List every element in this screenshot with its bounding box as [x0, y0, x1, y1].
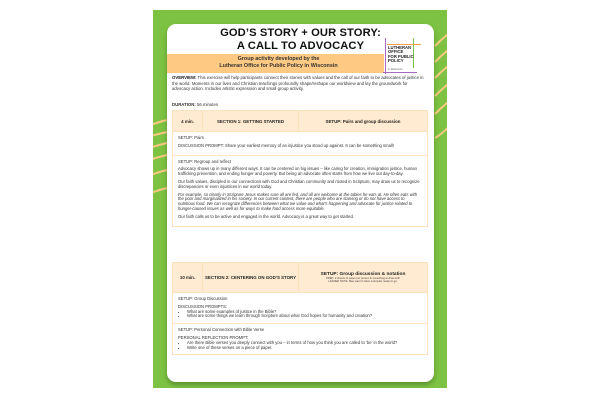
paragraph: Our faith calls us to be active and engaged in the world. Advocacy is a great way to get started. — [178, 213, 354, 219]
prep-note: PREP: 2 sheets of paper per person & something to draw with — [326, 276, 400, 280]
lopp-logo — [383, 38, 421, 74]
overview — [172, 75, 427, 92]
title-line-2: A CALL TO ADVOCACY — [236, 40, 365, 52]
logo-line: POLICY — [388, 58, 404, 64]
block-setup: SETUP: Regroup and reflect — [178, 158, 232, 164]
paragraph-italic: For example, so clearly in Scripture Jesus makes sure all are fed, and all are welcome at the tables he eats at. He often eats with the poor and marginalized in his society. In our current context, there are people who are starving or do not have access to nutritious food. We can recognize differences between what we value and what’s happening and advocate for justice related to hunger-caused issues as well as for ways to make food access more equitable. — [178, 191, 418, 211]
block-setup: SETUP: Pairs — [178, 135, 204, 140]
section-title: SECTION 2: CENTERING ON GOD’S STORY — [203, 263, 299, 292]
section-setup — [299, 111, 427, 131]
block-setup: SETUP: Group Discussion — [178, 296, 228, 301]
section-2 — [172, 262, 428, 355]
subtitle-line-1: Group activity developed by the — [237, 56, 320, 62]
prompt-label: PERSONAL REFLECTION PROMPT: — [178, 334, 249, 340]
overview-label: OVERVIEW: — [172, 75, 197, 80]
subtitle-line-2: Lutheran Office for Public Policy in Wisconsin — [219, 62, 338, 69]
logo-subtext: in Wisconsin — [388, 68, 403, 71]
section-block — [173, 324, 427, 354]
logo-line: OFFICE — [388, 49, 404, 55]
list-item: • Are there Bible verses you deeply connect with you – in terms of how you think you are called to ‘be’ in the world? — [187, 341, 422, 346]
section-title: SECTION 1: GETTING STARTED — [203, 111, 299, 131]
prompt-list — [178, 341, 422, 351]
list-item: • What are some things we learn through Scripture about what God hopes for humanity and creation? — [187, 314, 422, 319]
paragraph: Advocacy shows up in many different ways. It can be centered on big issues – like caring for creation, immigration justice, human trafficking prevention, and ending hunger and poverty. But being an advocate often starts from how we live out day-to-day. — [178, 166, 417, 177]
duration-value: 56 minutes — [195, 102, 219, 107]
section-time: 10 min. — [173, 263, 203, 292]
list-item: • Write one of these verses on a piece of paper. — [187, 346, 422, 351]
section-header — [173, 111, 427, 132]
setup-label: SETUP: Pairs and group discussion — [325, 118, 401, 124]
list-item: • What are some examples of justice in the Bible? — [187, 310, 422, 315]
section-header — [173, 263, 427, 293]
paragraph: Our faith values, discipled in our connections with God and Christian community and rooted in Scripture, may draw us to recognize discrepancies or even injustices in our world today. — [178, 178, 420, 189]
duration-label: DURATION: — [172, 102, 196, 107]
logo-line: LUTHERAN — [388, 45, 412, 50]
section-time: 4 min. — [173, 111, 203, 131]
prompt-label: DISCUSSION PROMPTS: — [178, 303, 228, 309]
logo-line: FOR PUBLIC — [388, 53, 414, 59]
section-block — [173, 132, 427, 156]
subtitle — [167, 56, 390, 69]
block-setup: SETUP: Personal Connection with Bible Verse — [178, 327, 265, 333]
title-line-1: GOD’S STORY + OUR STORY: — [220, 27, 381, 39]
section-block — [173, 156, 427, 226]
discussion-prompt: DISCUSSION PROMPT: Share your earliest memory of an injustice you stood up against. It can be something small! — [178, 142, 394, 148]
section-block — [173, 293, 427, 324]
logo-text — [388, 46, 416, 64]
prompt-list — [178, 310, 422, 320]
setup-label: SETUP: Group discussion & notation — [320, 271, 406, 277]
document-page — [167, 24, 434, 382]
overview-text: This exercise will help participants connect their stories with values and the call of our faith to be advocates of justice in the world. Moments in our lives and Christian teachings profoundly shape/reshape our worldview and lay the groundwork for advocacy action. Includes artistic expression and small group activity. — [172, 75, 424, 92]
leader-note: LEADER NOTE: May want to have examples ready-to-go. — [328, 280, 398, 283]
duration — [172, 102, 218, 107]
section-setup — [299, 263, 427, 292]
section-1 — [172, 110, 428, 227]
